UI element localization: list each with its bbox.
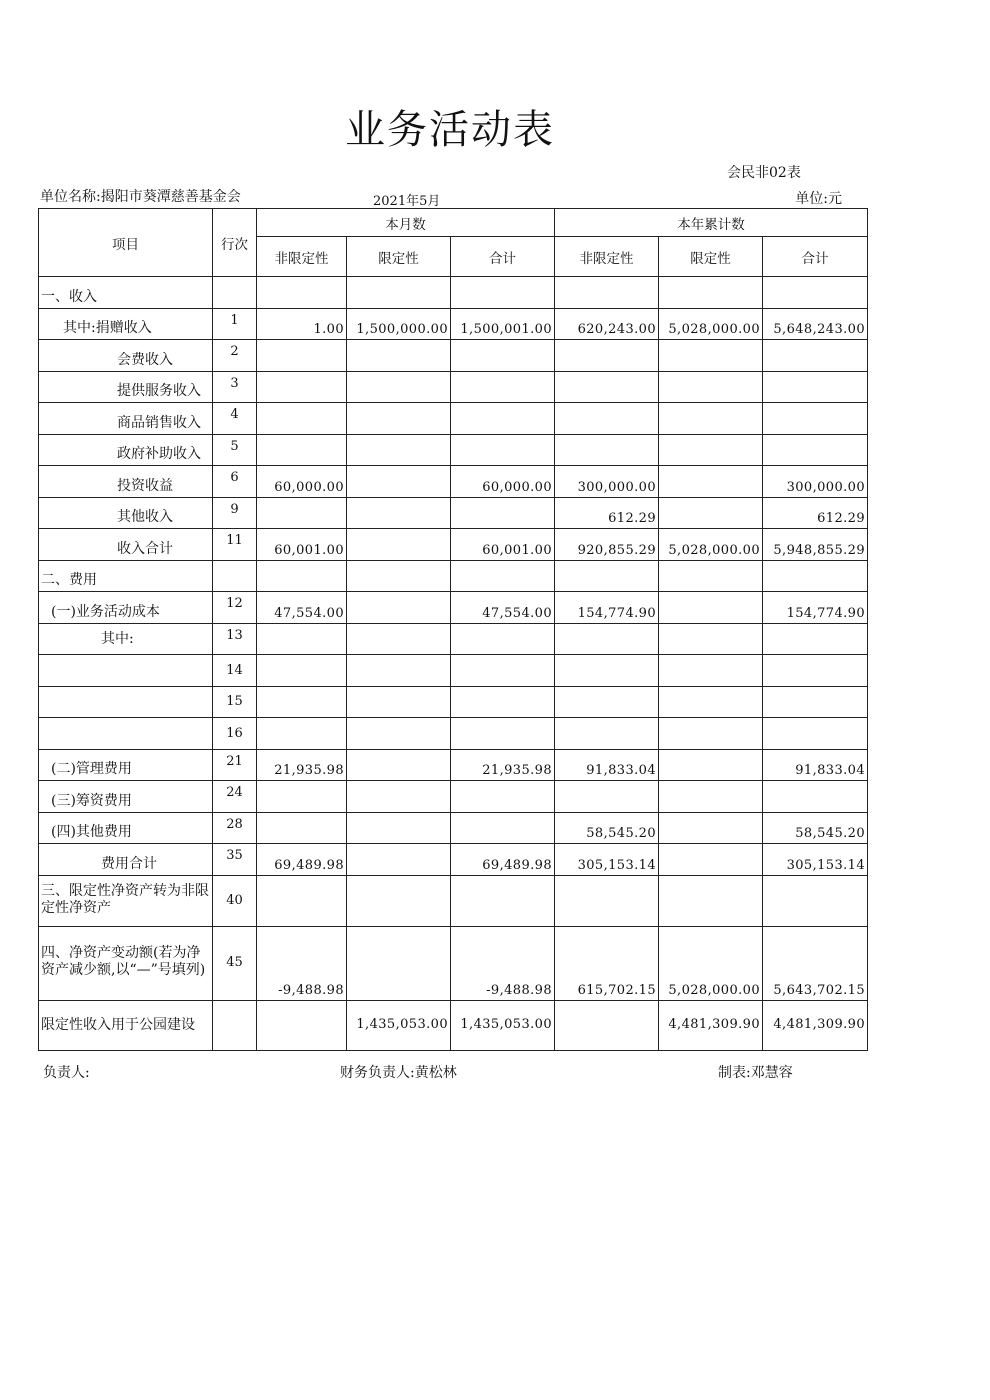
cell-month-total: 69,489.98: [451, 844, 555, 876]
row-line-no: 4: [213, 403, 257, 435]
header-line-no: 行次: [213, 209, 257, 277]
cell-ytd-total: 612.29: [763, 497, 868, 529]
cell-month-unrestricted: 60,000.00: [257, 466, 347, 498]
cell-ytd-total: [763, 781, 868, 813]
row-label: 提供服务收入: [39, 371, 213, 403]
cell-month-restricted: [347, 844, 451, 876]
cell-month-unrestricted: [257, 434, 347, 466]
table-row: [39, 812, 868, 844]
cell-month-unrestricted: [257, 340, 347, 372]
cell-month-unrestricted: [257, 655, 347, 687]
cell-month-unrestricted: 47,554.00: [257, 592, 347, 624]
table-row: [39, 749, 868, 781]
cell-ytd-total: [763, 655, 868, 687]
cell-month-unrestricted: 1.00: [257, 308, 347, 340]
cell-ytd-unrestricted: 920,855.29: [555, 529, 659, 561]
row-label: (四)其他费用: [39, 812, 213, 844]
cell-ytd-total: [763, 371, 868, 403]
cell-month-total: [451, 718, 555, 750]
form-code: 会民非02表: [727, 165, 801, 181]
cell-month-total: [451, 340, 555, 372]
cell-ytd-total: [763, 686, 868, 718]
table-row: [39, 875, 868, 926]
row-line-no: 40: [213, 875, 257, 926]
cell-month-restricted: [347, 592, 451, 624]
header-ytd-unrestricted: 非限定性: [555, 237, 659, 277]
report-period: 2021年5月: [373, 194, 441, 209]
cell-ytd-restricted: [659, 749, 763, 781]
row-label: [39, 686, 213, 718]
header-month-restricted: 限定性: [347, 237, 451, 277]
table-row: [39, 340, 868, 372]
cell-ytd-restricted: [659, 277, 763, 309]
cell-month-unrestricted: 60,001.00: [257, 529, 347, 561]
cell-ytd-restricted: [659, 403, 763, 435]
cell-ytd-total: 154,774.90: [763, 592, 868, 624]
cell-ytd-restricted: [659, 781, 763, 813]
row-line-no: 14: [213, 655, 257, 687]
row-label: 投资收益: [39, 466, 213, 498]
cell-ytd-unrestricted: 58,545.20: [555, 812, 659, 844]
cell-ytd-total: [763, 277, 868, 309]
cell-ytd-unrestricted: [555, 371, 659, 403]
cell-ytd-unrestricted: 305,153.14: [555, 844, 659, 876]
cell-ytd-restricted: [659, 812, 763, 844]
cell-ytd-unrestricted: 300,000.00: [555, 466, 659, 498]
row-label: 四、净资产变动额(若为净资产减少额,以“—”号填列): [39, 926, 213, 1000]
cell-ytd-total: 300,000.00: [763, 466, 868, 498]
cell-month-restricted: [347, 466, 451, 498]
row-label: 限定性收入用于公园建设: [39, 1000, 213, 1050]
row-label: 其中:捐赠收入: [39, 308, 213, 340]
row-label: 费用合计: [39, 844, 213, 876]
cell-ytd-total: 91,833.04: [763, 749, 868, 781]
cell-month-unrestricted: [257, 497, 347, 529]
cell-month-restricted: [347, 749, 451, 781]
cell-ytd-unrestricted: [555, 875, 659, 926]
row-line-no: 28: [213, 812, 257, 844]
cell-ytd-unrestricted: [555, 655, 659, 687]
cell-ytd-unrestricted: 620,243.00: [555, 308, 659, 340]
table-row: [39, 623, 868, 655]
row-line-no: [213, 560, 257, 592]
row-line-no: 1: [213, 308, 257, 340]
table-row: [39, 781, 868, 813]
cell-ytd-total: [763, 340, 868, 372]
cell-month-restricted: [347, 403, 451, 435]
row-line-no: 2: [213, 340, 257, 372]
cell-ytd-restricted: 4,481,309.90: [659, 1000, 763, 1050]
cell-month-unrestricted: [257, 560, 347, 592]
cell-month-total: 21,935.98: [451, 749, 555, 781]
finance-manager: 财务负责人:黄松林: [340, 1065, 457, 1081]
header-ytd-total: 合计: [763, 237, 868, 277]
cell-month-total: 47,554.00: [451, 592, 555, 624]
cell-ytd-unrestricted: [555, 1000, 659, 1050]
cell-ytd-restricted: [659, 371, 763, 403]
cell-month-total: 60,001.00: [451, 529, 555, 561]
row-label: [39, 655, 213, 687]
cell-month-restricted: [347, 529, 451, 561]
row-line-no: 3: [213, 371, 257, 403]
cell-ytd-restricted: [659, 466, 763, 498]
cell-month-total: [451, 403, 555, 435]
cell-ytd-unrestricted: 615,702.15: [555, 926, 659, 1000]
cell-ytd-restricted: [659, 655, 763, 687]
cell-month-total: 60,000.00: [451, 466, 555, 498]
cell-month-restricted: [347, 875, 451, 926]
cell-month-total: [451, 812, 555, 844]
header-ytd-restricted: 限定性: [659, 237, 763, 277]
cell-month-restricted: [347, 277, 451, 309]
unit-name: 单位名称:揭阳市葵潭慈善基金会: [40, 189, 241, 205]
cell-month-unrestricted: 21,935.98: [257, 749, 347, 781]
responsible-person: 负责人:: [43, 1065, 90, 1081]
cell-month-restricted: 1,500,000.00: [347, 308, 451, 340]
cell-month-unrestricted: [257, 781, 347, 813]
report-title: 业务活动表: [345, 107, 555, 153]
cell-month-restricted: 1,435,053.00: [347, 1000, 451, 1050]
cell-ytd-unrestricted: [555, 623, 659, 655]
cell-ytd-restricted: 5,028,000.00: [659, 926, 763, 1000]
cell-month-restricted: [347, 812, 451, 844]
cell-month-total: [451, 277, 555, 309]
table-row: [39, 718, 868, 750]
cell-month-unrestricted: [257, 812, 347, 844]
cell-ytd-total: 58,545.20: [763, 812, 868, 844]
cell-month-unrestricted: [257, 1000, 347, 1050]
header-this-month: 本月数: [257, 209, 555, 237]
table-row: [39, 371, 868, 403]
cell-month-restricted: [347, 781, 451, 813]
cell-month-total: [451, 371, 555, 403]
cell-ytd-restricted: 5,028,000.00: [659, 529, 763, 561]
row-line-no: 35: [213, 844, 257, 876]
cell-month-total: [451, 875, 555, 926]
cell-month-total: [451, 781, 555, 813]
header-ytd: 本年累计数: [555, 209, 868, 237]
cell-month-total: [451, 655, 555, 687]
cell-ytd-total: [763, 623, 868, 655]
header-month-total: 合计: [451, 237, 555, 277]
row-line-no: 13: [213, 623, 257, 655]
row-line-no: [213, 277, 257, 309]
cell-ytd-total: [763, 434, 868, 466]
row-line-no: 5: [213, 434, 257, 466]
cell-ytd-restricted: [659, 875, 763, 926]
cell-ytd-restricted: [659, 592, 763, 624]
table-row: [39, 1000, 868, 1050]
currency-unit: 单位:元: [795, 191, 842, 207]
cell-month-unrestricted: -9,488.98: [257, 926, 347, 1000]
cell-month-total: 1,500,001.00: [451, 308, 555, 340]
cell-month-restricted: [347, 655, 451, 687]
cell-ytd-total: [763, 560, 868, 592]
cell-ytd-total: 5,648,243.00: [763, 308, 868, 340]
cell-month-unrestricted: [257, 403, 347, 435]
cell-ytd-unrestricted: 612.29: [555, 497, 659, 529]
row-line-no: 45: [213, 926, 257, 1000]
row-label: [39, 718, 213, 750]
row-label: (二)管理费用: [39, 749, 213, 781]
cell-ytd-unrestricted: [555, 686, 659, 718]
cell-month-restricted: [347, 686, 451, 718]
cell-ytd-total: [763, 403, 868, 435]
table-row: [39, 529, 868, 561]
cell-ytd-unrestricted: [555, 718, 659, 750]
row-line-no: 15: [213, 686, 257, 718]
cell-month-restricted: [347, 434, 451, 466]
row-label: 其他收入: [39, 497, 213, 529]
cell-ytd-restricted: [659, 560, 763, 592]
cell-ytd-restricted: [659, 497, 763, 529]
cell-month-unrestricted: [257, 277, 347, 309]
table-row: [39, 686, 868, 718]
row-line-no: 9: [213, 497, 257, 529]
cell-ytd-restricted: [659, 340, 763, 372]
row-label: (一)业务活动成本: [39, 592, 213, 624]
cell-month-unrestricted: [257, 371, 347, 403]
cell-month-restricted: [347, 340, 451, 372]
cell-month-unrestricted: [257, 623, 347, 655]
table-row: [39, 308, 868, 340]
cell-ytd-unrestricted: [555, 403, 659, 435]
cell-ytd-total: 5,948,855.29: [763, 529, 868, 561]
cell-ytd-unrestricted: [555, 277, 659, 309]
row-label: (三)筹资费用: [39, 781, 213, 813]
cell-ytd-unrestricted: [555, 434, 659, 466]
cell-ytd-total: 5,643,702.15: [763, 926, 868, 1000]
cell-ytd-total: 4,481,309.90: [763, 1000, 868, 1050]
cell-ytd-unrestricted: [555, 340, 659, 372]
row-line-no: 16: [213, 718, 257, 750]
cell-ytd-restricted: [659, 434, 763, 466]
row-line-no: 12: [213, 592, 257, 624]
cell-month-total: [451, 560, 555, 592]
cell-ytd-unrestricted: [555, 560, 659, 592]
cell-month-restricted: [347, 718, 451, 750]
cell-month-total: [451, 497, 555, 529]
table-row: [39, 926, 868, 1000]
cell-ytd-total: [763, 875, 868, 926]
cell-ytd-restricted: [659, 844, 763, 876]
cell-month-restricted: [347, 623, 451, 655]
cell-ytd-unrestricted: 154,774.90: [555, 592, 659, 624]
row-label: 会费收入: [39, 340, 213, 372]
row-label: 政府补助收入: [39, 434, 213, 466]
cell-ytd-total: 305,153.14: [763, 844, 868, 876]
table-row: [39, 434, 868, 466]
table-row: [39, 497, 868, 529]
row-label: 一、收入: [39, 277, 213, 309]
cell-month-restricted: [347, 371, 451, 403]
cell-month-total: [451, 623, 555, 655]
report-meta: [40, 186, 866, 209]
cell-month-unrestricted: [257, 875, 347, 926]
cell-month-total: [451, 686, 555, 718]
row-line-no: [213, 1000, 257, 1050]
cell-ytd-total: [763, 718, 868, 750]
cell-month-restricted: [347, 926, 451, 1000]
header-month-unrestricted: 非限定性: [257, 237, 347, 277]
table-row: [39, 466, 868, 498]
cell-ytd-restricted: 5,028,000.00: [659, 308, 763, 340]
table-row: [39, 403, 868, 435]
preparer: 制表:邓慧容: [718, 1065, 793, 1081]
table-row: [39, 277, 868, 309]
row-line-no: 21: [213, 749, 257, 781]
cell-ytd-restricted: [659, 623, 763, 655]
row-label: 收入合计: [39, 529, 213, 561]
table-row: [39, 655, 868, 687]
cell-month-total: -9,488.98: [451, 926, 555, 1000]
header-item: 项目: [39, 209, 213, 277]
cell-ytd-unrestricted: [555, 781, 659, 813]
cell-month-unrestricted: [257, 686, 347, 718]
cell-ytd-restricted: [659, 718, 763, 750]
row-label: 三、限定性净资产转为非限定性净资产: [39, 875, 213, 926]
cell-month-unrestricted: 69,489.98: [257, 844, 347, 876]
cell-month-restricted: [347, 560, 451, 592]
row-line-no: 24: [213, 781, 257, 813]
cell-month-unrestricted: [257, 718, 347, 750]
row-line-no: 11: [213, 529, 257, 561]
row-label: 其中:: [39, 623, 213, 655]
activity-table: [38, 208, 868, 1051]
row-label: 商品销售收入: [39, 403, 213, 435]
row-label: 二、费用: [39, 560, 213, 592]
cell-month-total: 1,435,053.00: [451, 1000, 555, 1050]
cell-ytd-unrestricted: 91,833.04: [555, 749, 659, 781]
table-row: [39, 592, 868, 624]
row-line-no: 6: [213, 466, 257, 498]
cell-month-restricted: [347, 497, 451, 529]
cell-month-total: [451, 434, 555, 466]
table-row: [39, 560, 868, 592]
table-row: [39, 844, 868, 876]
cell-ytd-restricted: [659, 686, 763, 718]
